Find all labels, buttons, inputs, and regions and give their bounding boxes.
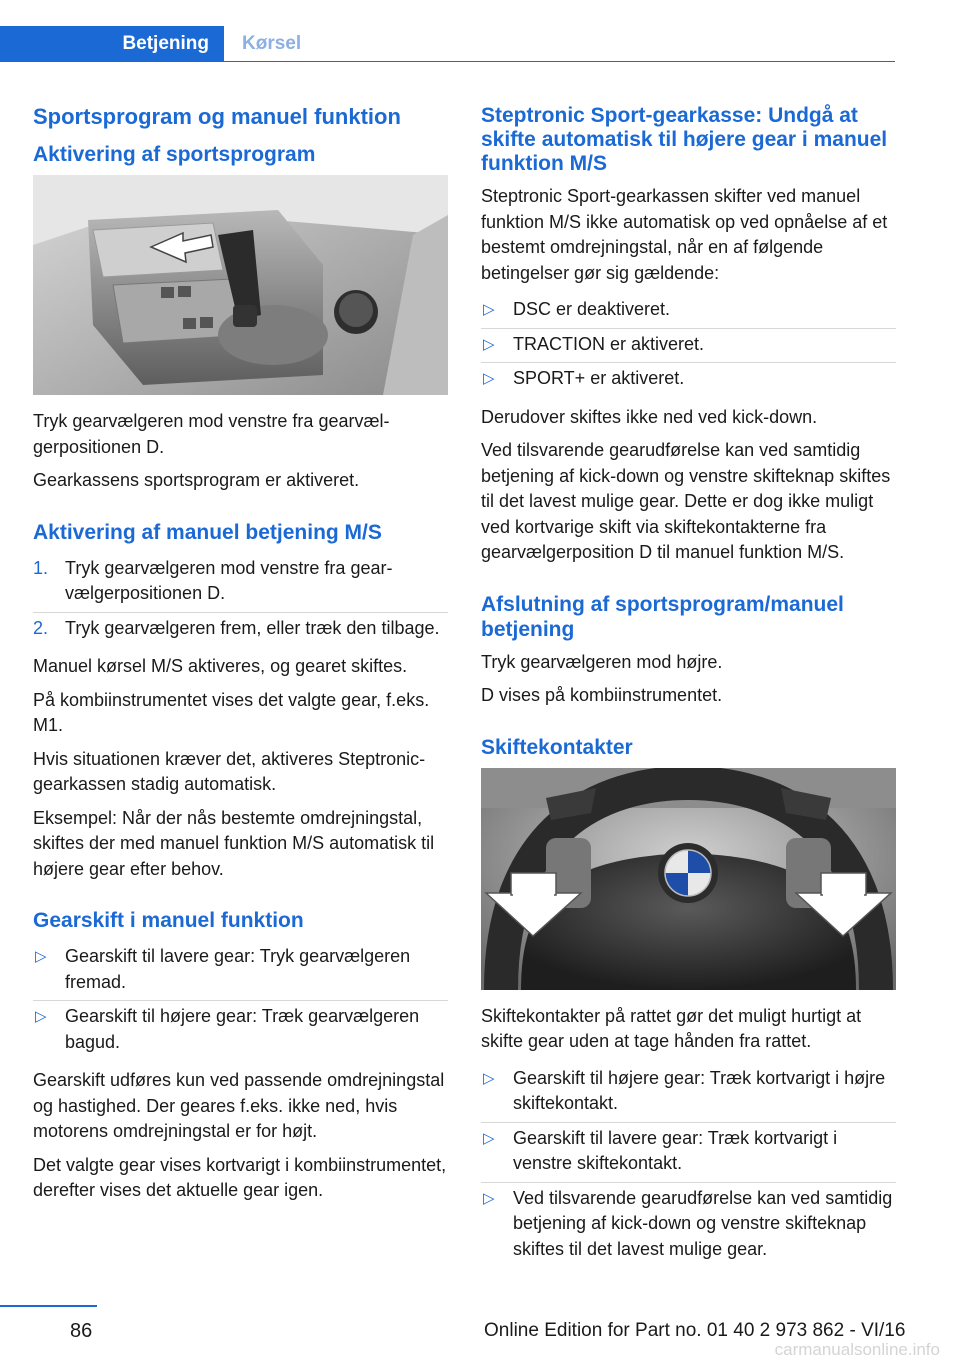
paragraph: Eksempel: Når der nås bestemte omdrejningstal, skiftes der med manuel funktion M/S automatisk til højere gear efter behov.	[33, 807, 435, 879]
bullet-text: Gearskift til højere gear: Træk kortvarigt i højre skiftekontakt.	[513, 1067, 886, 1113]
list-item	[481, 1123, 896, 1183]
triangle-bullet-icon: ▷	[483, 1189, 495, 1207]
paragraph: På kombiinstrumentet vises det valgte gear, f.eks. M1.	[33, 689, 430, 735]
paragraph: Derudover skiftes ikke ned ved kick-down.	[481, 406, 818, 427]
list-item	[481, 329, 896, 364]
list-item	[481, 1063, 896, 1123]
footer-rule	[0, 1305, 97, 1307]
triangle-bullet-icon: ▷	[35, 948, 47, 965]
tab-korsel[interactable]: Kørsel	[242, 33, 302, 54]
bullet-list	[33, 941, 448, 1060]
steering-wheel-photo	[481, 768, 896, 990]
bullet-text: Gearskift til lavere gear: Tryk gearvælgeren fremad.	[65, 946, 411, 992]
section-title: Sportsprogram og manuel funktion	[33, 104, 401, 129]
page-number: 86	[70, 1320, 93, 1342]
triangle-bullet-icon: ▷	[35, 1008, 47, 1025]
step-text: Tryk gearvælgeren mod venstre fra gearvælgerpositionen D.	[65, 557, 393, 603]
heading-end-manual: Afslutning af sportsprogram/manuel betjening	[481, 592, 844, 641]
paragraph: Skiftekontakter på rattet gør det muligt hurtigt at skifte gear uden at tage hånden fra rattet.	[481, 1005, 862, 1051]
conditions-list	[481, 294, 896, 397]
steps-list	[33, 553, 448, 647]
paragraph: Steptronic Sport-gearkassen skifter ved manuel funktion M/S ikke automatisk op ved opnåelse af et bestemt omdrejningstal, når en af følgende betingelser gør sig gældende:	[481, 186, 888, 283]
triangle-bullet-icon: ▷	[483, 1129, 495, 1147]
list-item	[33, 1001, 448, 1060]
list-item	[481, 363, 896, 397]
step-number: 2.	[33, 617, 49, 638]
heading-manual-mode: Aktivering af manuel betjening M/S	[33, 520, 382, 544]
left-column	[33, 104, 448, 1212]
paragraph: Ved tilsvarende gearudførelse kan ved samtidig betjening af kick-down og venstre skifteknap skiftes til det lavest mulige gear. Dette er dog ikke muligt ved kortvarige skift via skiftekontakterne fra gearvælgerposition D til manuel funktion M/S.	[481, 440, 891, 562]
bullet-text: Ved tilsvarende gearudførelse kan ved samtidig betjening af kick-down og venstre skifteknap skiftes til det lavest mulige gear.	[513, 1187, 893, 1259]
paragraph: Tryk gearvælgeren mod højre.	[481, 651, 723, 672]
right-column	[481, 104, 896, 1275]
list-item	[33, 613, 448, 647]
paragraph: Gearskift udføres kun ved passende omdrejningstal og hastighed. Der geares f.eks. ikke ned, hvis motorens omdrejningstal er for højt.	[33, 1070, 445, 1141]
header-tabbar	[0, 0, 895, 62]
paragraph: D vises på kombiinstrumentet.	[481, 685, 723, 705]
list-item	[481, 294, 896, 329]
step-text: Tryk gearvælgeren frem, eller træk den tilbage.	[65, 617, 440, 638]
bullet-list	[481, 1063, 896, 1268]
list-item	[481, 1183, 896, 1268]
heading-gearshift: Gearskift i manuel funktion	[33, 909, 304, 932]
paragraph: Gearkassens sportsprogram er aktiveret.	[33, 470, 360, 490]
tab-betjening[interactable]: Betjening	[0, 26, 224, 62]
paragraph: Hvis situationen kræver det, aktiveres Steptronic-gearkassen stadig automatisk.	[33, 748, 426, 794]
step-number: 1.	[33, 557, 49, 578]
bullet-text: Gearskift til lavere gear: Træk kortvarigt i venstre skiftekontakt.	[513, 1127, 838, 1173]
watermark: carmanualsonline.info	[774, 1340, 940, 1359]
triangle-bullet-icon: ▷	[483, 335, 495, 353]
edition-text: Online Edition for Part no. 01 40 2 973 862 - VI/16	[484, 1320, 906, 1341]
bullet-text: TRACTION er aktiveret.	[513, 333, 705, 354]
heading-activate-sport: Aktivering af sportsprogram	[33, 143, 316, 166]
list-item	[33, 553, 448, 613]
paragraph: Manuel kørsel M/S aktiveres, og gearet skiftes.	[33, 656, 408, 676]
heading-steptronic: Steptronic Sport-gearkasse: Undgå at skifte automatisk til højere gear i manuel funktion M/S	[481, 104, 888, 175]
triangle-bullet-icon: ▷	[483, 370, 495, 387]
triangle-bullet-icon: ▷	[483, 301, 495, 318]
gear-selector-photo	[33, 175, 448, 395]
paragraph: Det valgte gear vises kortvarigt i kombiinstrumentet, derefter vises det aktuelle gear igen.	[33, 1154, 447, 1200]
bullet-text: DSC er deaktiveret.	[513, 299, 671, 319]
bullet-text: SPORT+ er aktiveret.	[513, 368, 685, 388]
list-item	[33, 941, 448, 1001]
triangle-bullet-icon: ▷	[483, 1069, 495, 1087]
paragraph: Tryk gearvælgeren mod venstre fra gearvælgerpositionen D.	[33, 411, 390, 457]
bullet-text: Gearskift til højere gear: Træk gearvælgeren bagud.	[65, 1006, 420, 1052]
heading-paddles: Skiftekontakter	[481, 735, 633, 759]
